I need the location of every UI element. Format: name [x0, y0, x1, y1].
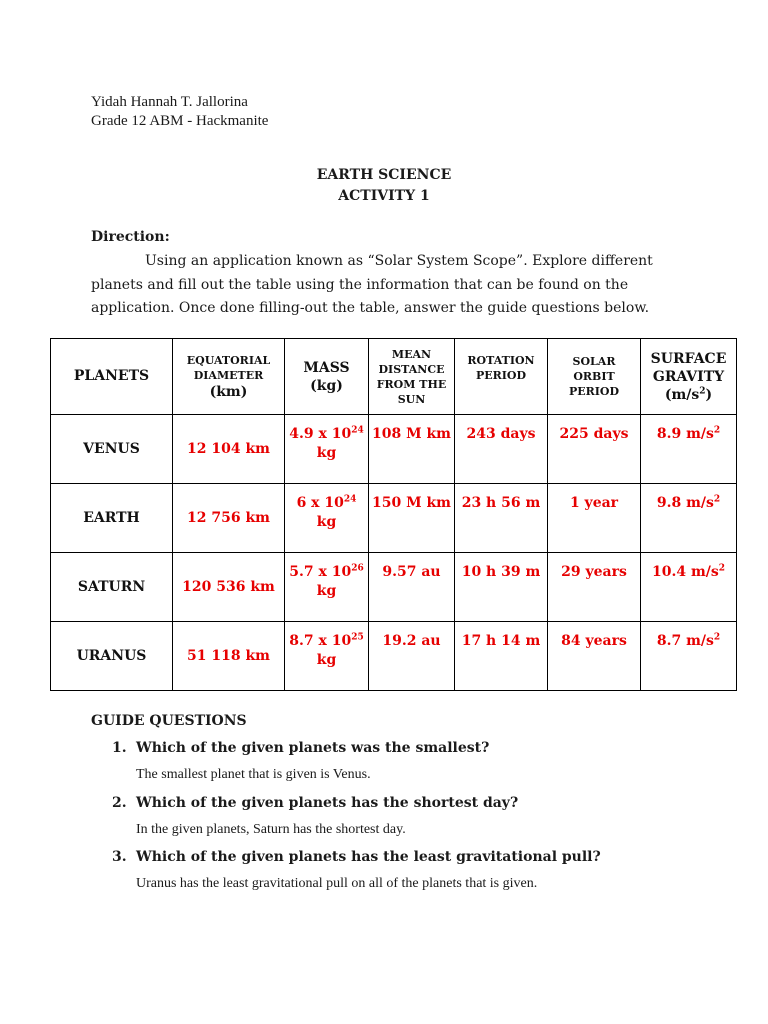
- table-row: [51, 553, 737, 622]
- planets-table: [50, 338, 737, 691]
- direction-label: Direction:: [91, 229, 170, 245]
- page-title: EARTH SCIENCE: [316, 167, 452, 183]
- mass-cell: 6 x $10^{24}$ kg: [285, 484, 369, 553]
- rotation-cell: 23 h 56 m: [455, 484, 548, 553]
- student-name: Yidah Hannah T. Jallorina: [91, 94, 248, 110]
- guide-questions-heading: GUIDE QUESTIONS: [91, 713, 247, 729]
- orbit-cell: 1 year: [548, 484, 641, 553]
- direction-text: Using an application known as “Solar System Scope”. Explore different planets and fill out the table using the information that can be found on the application. Once done filling-out the table, answer the guide questions below.: [91, 253, 653, 316]
- distance-cell: 9.57 au: [369, 553, 455, 622]
- planet-name: VENUS: [51, 415, 173, 484]
- answer-1: The smallest planet that is given is Venus.: [136, 767, 371, 782]
- planet-name: EARTH: [51, 484, 173, 553]
- student-grade: Grade 12 ABM - Hackmanite: [91, 113, 269, 129]
- distance-cell: 108 M km: [369, 415, 455, 484]
- gravity-cell: 9.8 $m/s^2$: [641, 484, 737, 553]
- table-row: [51, 415, 737, 484]
- diameter-cell: 12 756 km: [173, 484, 285, 553]
- table-row: [51, 622, 737, 691]
- mass-cell: 5.7 x $10^{26}$ kg: [285, 553, 369, 622]
- header-planets: PLANETS: [51, 339, 173, 415]
- diameter-cell: 12 104 km: [173, 415, 285, 484]
- rotation-cell: 10 h 39 m: [455, 553, 548, 622]
- distance-cell: 19.2 au: [369, 622, 455, 691]
- header-rotation: ROTATION PERIOD: [455, 339, 548, 415]
- table-row: [51, 484, 737, 553]
- answer-2: In the given planets, Saturn has the shortest day.: [136, 822, 406, 837]
- rotation-cell: 243 days: [455, 415, 548, 484]
- gravity-cell: 8.9 $m/s^2$: [641, 415, 737, 484]
- mass-cell: 8.7 x $10^{25}$ kg: [285, 622, 369, 691]
- orbit-cell: 29 years: [548, 553, 641, 622]
- distance-cell: 150 M km: [369, 484, 455, 553]
- answer-3: Uranus has the least gravitational pull on all of the planets that is given.: [136, 876, 538, 891]
- header-distance: MEAN DISTANCE FROM THE SUN: [369, 339, 455, 415]
- header-gravity: SURFACE GRAVITY $(m/s^2)$: [641, 339, 737, 415]
- question-2: 2. Which of the given planets has the shortest day?: [112, 795, 519, 811]
- planet-name: URANUS: [51, 622, 173, 691]
- orbit-cell: 225 days: [548, 415, 641, 484]
- diameter-cell: 51 118 km: [173, 622, 285, 691]
- question-1: 1. Which of the given planets was the smallest?: [112, 740, 490, 756]
- rotation-cell: 17 h 14 m: [455, 622, 548, 691]
- gravity-cell: 10.4 $m/s^2$: [641, 553, 737, 622]
- header-diameter: EQUATORIAL DIAMETER (km): [173, 339, 285, 415]
- gravity-cell: 8.7 $m/s^2$: [641, 622, 737, 691]
- page-subtitle: ACTIVITY 1: [338, 188, 430, 204]
- mass-cell: 4.9 x $10^{24}$ kg: [285, 415, 369, 484]
- question-3: 3. Which of the given planets has the least gravitational pull?: [112, 849, 601, 865]
- header-mass: MASS (kg): [285, 339, 369, 415]
- orbit-cell: 84 years: [548, 622, 641, 691]
- header-orbit: SOLAR ORBIT PERIOD: [548, 339, 641, 415]
- table-header-row: [51, 339, 737, 415]
- diameter-cell: 120 536 km: [173, 553, 285, 622]
- planet-name: SATURN: [51, 553, 173, 622]
